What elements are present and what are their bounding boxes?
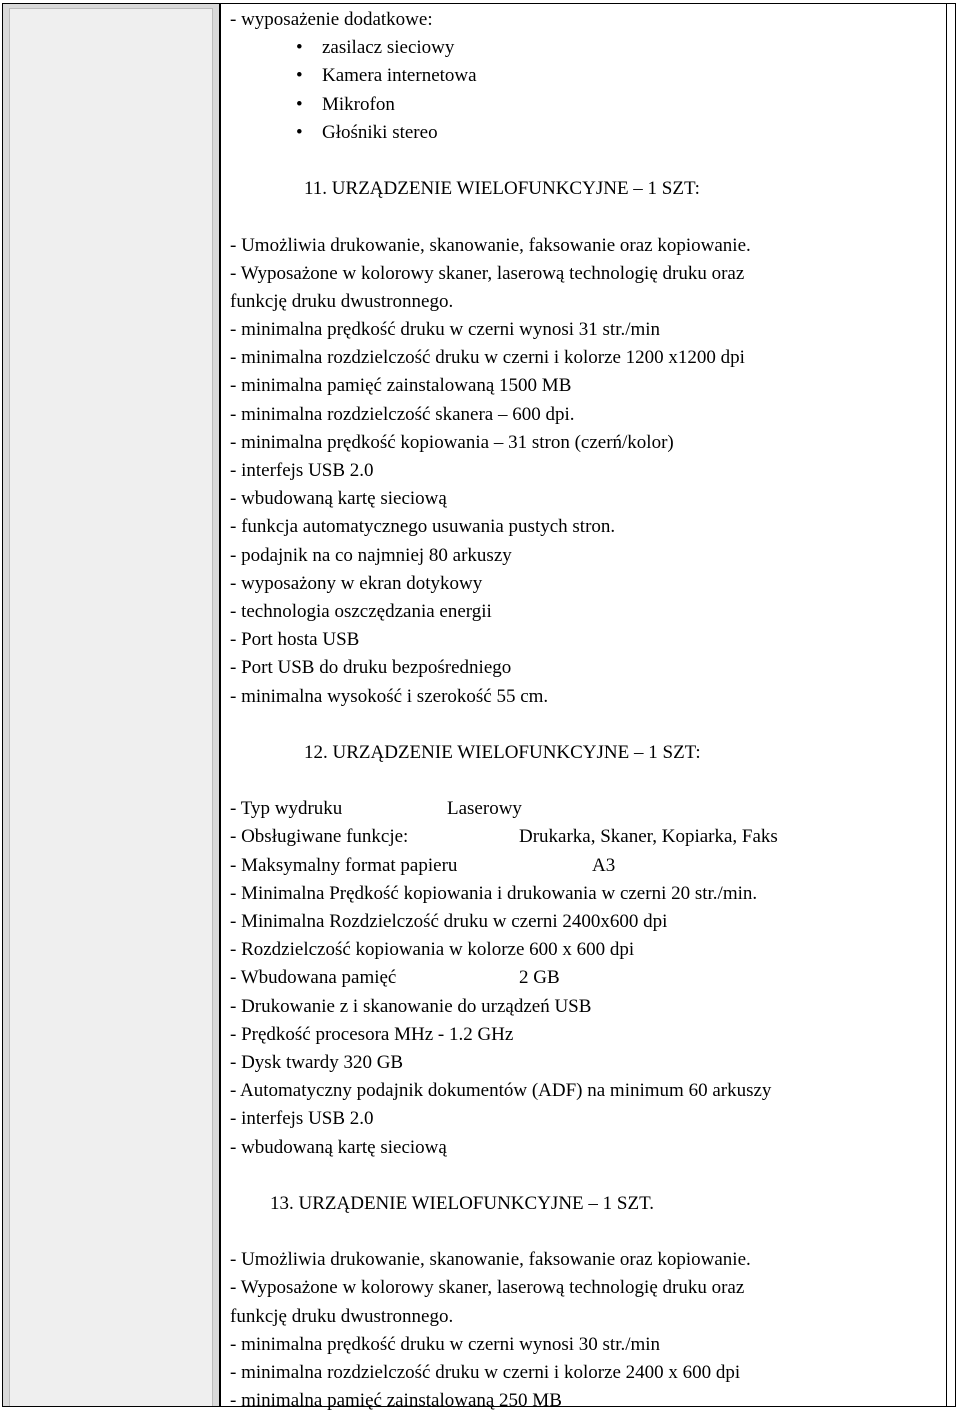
- spec-line: - minimalna prędkość druku w czerni wynosi 30 str./min: [230, 1333, 661, 1355]
- paper-format-value: A3: [592, 854, 616, 876]
- bullet-icon: •: [296, 65, 303, 87]
- spec-line: - funkcja automatycznego usuwania pustych stron.: [230, 516, 616, 538]
- section-11-lines: [230, 232, 942, 711]
- accessory-text: Mikrofon: [322, 93, 395, 115]
- print-type-value: Laserowy: [447, 798, 522, 820]
- section-13-heading: 13. URZĄDENIE WIELOFUNKCYJNE – 1 SZT.: [270, 1192, 655, 1214]
- spec-line: - Prędkość procesora MHz - 1.2 GHz: [230, 1023, 514, 1045]
- spec-line: - Minimalna Prędkość kopiowania i drukowania w czerni 20 str./min.: [230, 882, 758, 904]
- spec-line: - minimalna rozdzielczość druku w czerni i kolorze 2400 x 600 dpi: [230, 1362, 741, 1383]
- spec-line: - Umożliwia drukowanie, skanowanie, faksowanie oraz kopiowanie.: [230, 234, 751, 256]
- paper-format-row: [230, 852, 942, 880]
- spec-line: - Automatyczny podajnik dokumentów (ADF) na minimum 60 arkuszy: [230, 1080, 772, 1102]
- bullet-icon: •: [296, 37, 303, 59]
- spec-line: - Rozdzielczość kopiowania w kolorze 600 x 600 dpi: [230, 939, 635, 961]
- spec-line: - wbudowaną kartę sieciową: [230, 1136, 447, 1158]
- left-column-shading: [9, 8, 213, 1406]
- cell-inner-border: [946, 4, 947, 1406]
- section-12-heading: 12. URZĄDZENIE WIELOFUNKCYJNE – 1 SZT:: [304, 741, 701, 763]
- spec-line: - minimalna wysokość i szerokość 55 cm.: [230, 685, 549, 707]
- section-11-heading: 11. URZĄDZENIE WIELOFUNKCYJNE – 1 SZT:: [304, 178, 700, 200]
- spec-line: - Drukowanie z i skanowanie do urządzeń USB: [230, 995, 592, 1017]
- accessory-text: zasilacz sieciowy: [322, 37, 455, 59]
- accessory-item: [296, 62, 942, 90]
- spec-line: - minimalna pamięć zainstalowaną 250 MB: [230, 1390, 562, 1412]
- spec-line: - Minimalna Rozdzielczość druku w czerni 2400x600 dpi: [230, 911, 668, 932]
- spec-line: - wbudowaną kartę sieciową: [230, 488, 447, 510]
- spec-line: - minimalna rozdzielczość skanera – 600 dpi.: [230, 403, 575, 425]
- memory-label: - Wbudowana pamięć: [230, 967, 397, 989]
- spec-line: - Port hosta USB: [230, 629, 360, 651]
- spec-line: - minimalna rozdzielczość druku w czerni i kolorze 1200 x1200 dpi: [230, 347, 745, 369]
- accessory-text: Kamera internetowa: [322, 65, 477, 87]
- spec-line: - podajnik na co najmniej 80 arkuszy: [230, 544, 512, 566]
- spec-line: funkcję druku dwustronnego.: [230, 1305, 454, 1327]
- section-13-lines: [230, 1246, 942, 1415]
- spec-line: - minimalna pamięć zainstalowaną 1500 MB: [230, 375, 572, 397]
- accessory-item: [296, 34, 942, 62]
- spec-line: - minimalna prędkość druku w czerni wynosi 31 str./min: [230, 319, 661, 341]
- functions-value: Drukarka, Skaner, Kopiarka, Faks: [519, 826, 778, 848]
- spec-line: - Port USB do druku bezpośredniego: [230, 657, 512, 679]
- spec-line: - interfejs USB 2.0: [230, 1108, 374, 1130]
- section-12-lines-a: [230, 880, 942, 965]
- functions-label: - Obsługiwane funkcje:: [230, 826, 409, 848]
- print-type-row: [230, 795, 942, 823]
- memory-row: [230, 964, 942, 992]
- bullet-icon: •: [296, 93, 303, 115]
- spec-line: funkcję druku dwustronnego.: [230, 290, 454, 312]
- spec-line: - technologia oszczędzania energii: [230, 600, 492, 622]
- spec-line: - Wyposażone w kolorowy skaner, laserową technologię druku oraz: [230, 262, 745, 284]
- print-type-label: - Typ wydruku: [230, 798, 343, 820]
- functions-row: [230, 823, 942, 851]
- paper-format-label: - Maksymalny format papieru: [230, 854, 458, 876]
- bullet-icon: •: [296, 121, 303, 143]
- spec-content: [230, 6, 942, 1415]
- spec-line: - interfejs USB 2.0: [230, 460, 374, 481]
- spec-line: - minimalna prędkość kopiowania – 31 stron (czerń/kolor): [230, 431, 674, 453]
- memory-value: 2 GB: [519, 967, 560, 989]
- spec-line: - Wyposażone w kolorowy skaner, laserową technologię druku oraz: [230, 1277, 745, 1299]
- accessory-text: Głośniki stereo: [322, 121, 438, 143]
- section-12-lines-b: [230, 993, 942, 1162]
- accessory-item: [296, 119, 942, 147]
- accessory-item: [296, 91, 942, 119]
- accessories-intro: - wyposażenie dodatkowe:: [230, 9, 433, 30]
- accessories-list: [230, 34, 942, 147]
- spec-line: - wyposażony w ekran dotykowy: [230, 572, 483, 594]
- spec-line: - Umożliwia drukowanie, skanowanie, faksowanie oraz kopiowanie.: [230, 1249, 751, 1271]
- left-column-cell: [3, 4, 220, 1406]
- spec-line: - Dysk twardy 320 GB: [230, 1051, 404, 1073]
